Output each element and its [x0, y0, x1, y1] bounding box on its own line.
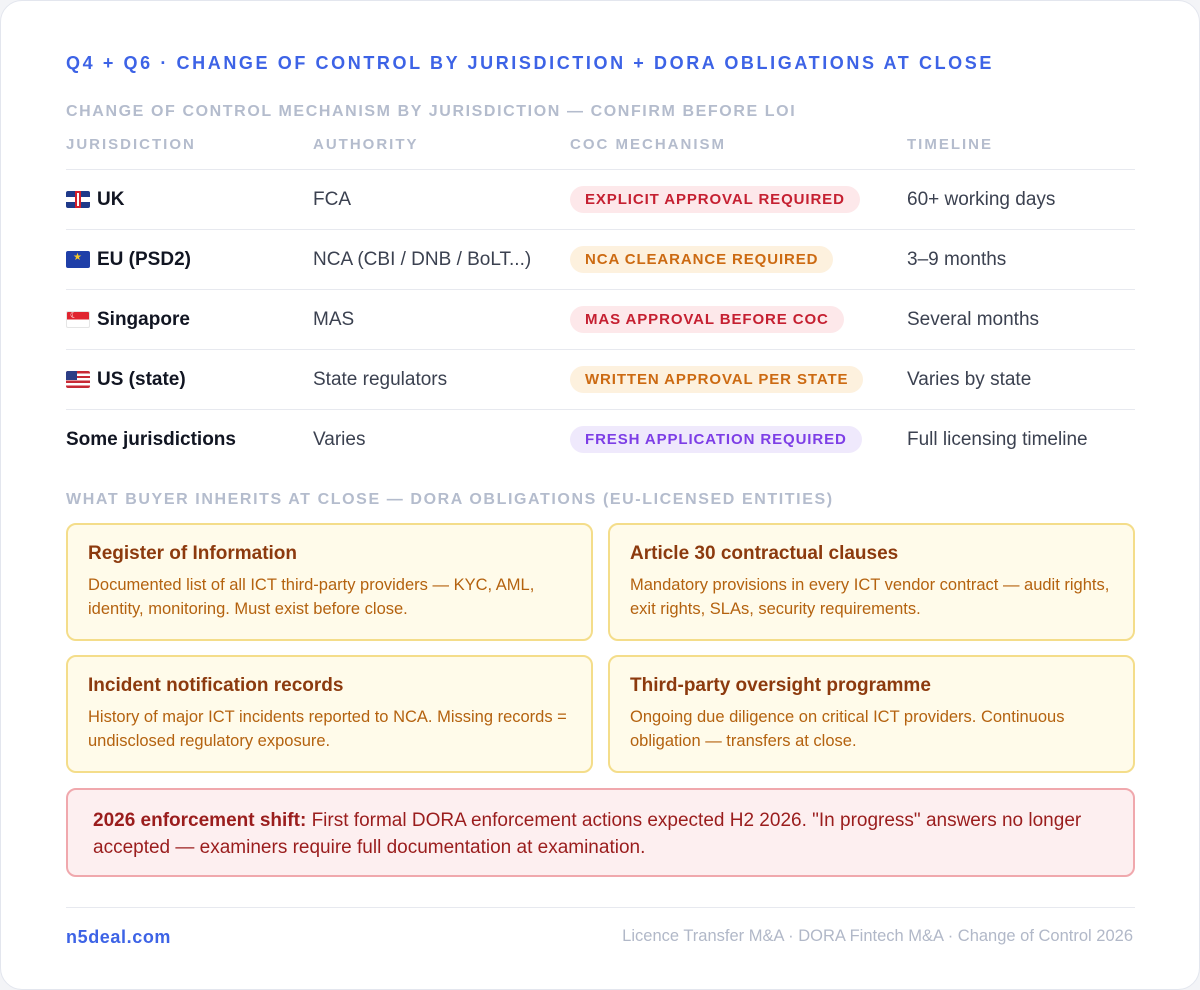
mechanism-cell	[570, 290, 844, 349]
mechanism-cell	[570, 170, 860, 229]
header-timeline: TIMELINE	[907, 136, 993, 153]
timeline-cell: Full licensing timeline	[907, 428, 1088, 450]
authority-cell: MAS	[313, 308, 355, 330]
table-row	[66, 170, 1135, 230]
table-row	[66, 290, 1135, 350]
table-header	[66, 131, 1135, 170]
authority-cell: Varies	[313, 428, 366, 450]
mechanism-cell	[570, 410, 862, 469]
singapore-flag-icon	[66, 311, 90, 328]
obligation-title: Article 30 contractual clauses	[630, 543, 899, 564]
timeline-cell: 60+ working days	[907, 188, 1056, 210]
authority-cell: NCA (CBI / DNB / BoLT...)	[313, 248, 532, 270]
authority-cell: State regulators	[313, 368, 448, 390]
header-jurisdiction: JURISDICTION	[66, 136, 196, 153]
page-kicker: Q4 + Q6 · CHANGE OF CONTROL BY JURISDICTION + DORA OBLIGATIONS AT CLOSE	[66, 53, 994, 73]
obligation-card-article-30	[608, 523, 1135, 641]
mechanism-badge: EXPLICIT APPROVAL REQUIRED	[570, 186, 860, 213]
header-authority: AUTHORITY	[313, 136, 419, 153]
mechanism-cell	[570, 350, 863, 409]
obligation-title: Incident notification records	[88, 675, 344, 696]
obligation-title: Register of Information	[88, 543, 298, 564]
mechanism-cell	[570, 230, 833, 289]
mechanism-badge: NCA CLEARANCE REQUIRED	[570, 246, 833, 273]
site-link[interactable]: n5deal.com	[66, 927, 172, 947]
obligation-body: Ongoing due diligence on critical ICT providers. Continuous obligation — transfers at close.	[630, 708, 1065, 750]
jurisdiction-cell	[66, 230, 191, 289]
table-row	[66, 410, 1135, 470]
jurisdiction-table	[66, 131, 1135, 470]
alert-lead: 2026 enforcement shift:	[93, 810, 307, 831]
dora-section-label: WHAT BUYER INHERITS AT CLOSE — DORA OBLIGATIONS (EU-LICENSED ENTITIES)	[66, 491, 834, 508]
obligation-card-register	[66, 523, 593, 641]
jurisdiction-section-label: CHANGE OF CONTROL MECHANISM BY JURISDICTION — CONFIRM BEFORE LOI	[66, 103, 797, 120]
jurisdiction-name: Singapore	[97, 308, 190, 330]
obligation-card-incident-records	[66, 655, 593, 773]
jurisdiction-cell	[66, 290, 190, 349]
uk-flag-icon	[66, 191, 90, 208]
mechanism-badge: WRITTEN APPROVAL PER STATE	[570, 366, 863, 393]
timeline-cell: Varies by state	[907, 368, 1032, 390]
footer-divider	[66, 907, 1135, 908]
jurisdiction-name: US (state)	[97, 368, 186, 390]
eu-flag-icon	[66, 251, 90, 268]
jurisdiction-name: EU (PSD2)	[97, 248, 191, 270]
table-row	[66, 350, 1135, 410]
obligation-body: Documented list of all ICT third-party providers — KYC, AML, identity, monitoring. Must exist before close.	[88, 576, 535, 618]
header-mechanism: COC MECHANISM	[570, 136, 726, 153]
jurisdiction-cell	[66, 170, 124, 229]
timeline-cell: 3–9 months	[907, 248, 1007, 270]
enforcement-alert	[66, 788, 1135, 877]
timeline-cell: Several months	[907, 308, 1040, 330]
authority-cell: FCA	[313, 188, 351, 210]
jurisdiction-cell	[66, 410, 236, 469]
table-row	[66, 230, 1135, 290]
jurisdiction-name: UK	[97, 188, 125, 210]
obligation-body: Mandatory provisions in every ICT vendor contract — audit rights, exit rights, SLAs, security requirements.	[630, 576, 1110, 618]
mechanism-badge: FRESH APPLICATION REQUIRED	[570, 426, 862, 453]
jurisdiction-cell	[66, 350, 186, 409]
obligation-body: History of major ICT incidents reported to NCA. Missing records = undisclosed regulatory exposure.	[88, 708, 567, 750]
obligation-title: Third-party oversight programme	[630, 675, 931, 696]
jurisdiction-name: Some jurisdictions	[66, 428, 236, 450]
us-flag-icon	[66, 371, 90, 388]
mechanism-badge: MAS APPROVAL BEFORE COC	[570, 306, 844, 333]
alert-text: First formal DORA enforcement actions expected H2 2026. "In progress" answers no longer accepted — examiners require full documentation at examination.	[93, 810, 1082, 858]
footer-tags: Licence Transfer M&A · DORA Fintech M&A · Change of Control 2026	[622, 927, 1133, 945]
obligation-card-third-party-oversight	[608, 655, 1135, 773]
